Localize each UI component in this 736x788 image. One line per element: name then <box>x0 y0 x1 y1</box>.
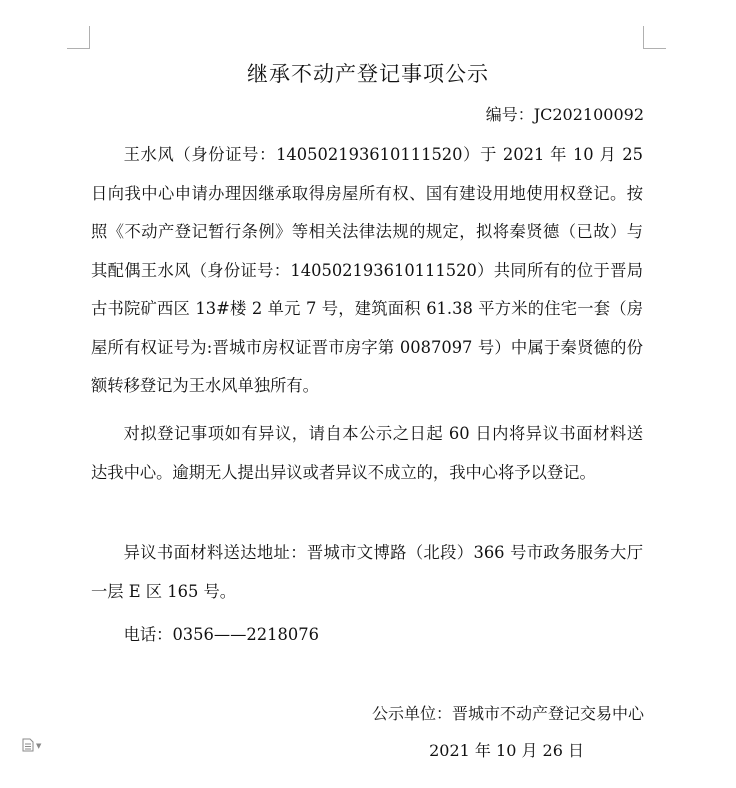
paragraph-objection: 对拟登记事项如有异议，请自本公示之日起 60 日内将异议书面材料送达我中心。逾期无人提出异议或者异议不成立的，我中心将予以登记。 <box>91 424 643 482</box>
paste-options-button[interactable] <box>22 738 46 754</box>
document-number: 编号：JC202100092 <box>485 105 644 124</box>
chevron-down-icon: ▼ <box>36 742 42 750</box>
page-corner-mark-top-right <box>643 26 666 49</box>
issue-date: 2021 年 10 月 26 日 <box>429 741 584 760</box>
document-title: 继承不动产登记事项公示 <box>247 62 489 86</box>
issuing-unit: 公示单位：晋城市不动产登记交易中心 <box>371 704 644 723</box>
paragraph-address: 异议书面材料送达地址：晋城市文博路（北段）366 号市政务服务大厅一层 E 区 165 号。 <box>91 543 643 601</box>
paragraph-application: 王水风（身份证号：140502193610111520）于 2021 年 10 月 25 日向我中心申请办理因继承取得房屋所有权、国有建设用地使用权登记。按照《不动产登记暂行条例》等相关法律法规的规定，拟将秦贤德（已故）与其配偶王水风（身份证号：140502193610111520）共同所有的位于晋局古书院矿西区 13#楼 2 单元 7 号，建筑面积 61.38 平方米的住宅一套（房屋所有权证号为:晋城市房权证晋市房字第 0087097 号）中属于秦贤德的份额转移登记为王水风单独所有。 <box>91 145 643 395</box>
paste-options-icon <box>22 737 34 756</box>
paragraph-phone: 电话：0356——2218076 <box>123 625 319 644</box>
page-corner-mark-top-left <box>67 26 90 49</box>
